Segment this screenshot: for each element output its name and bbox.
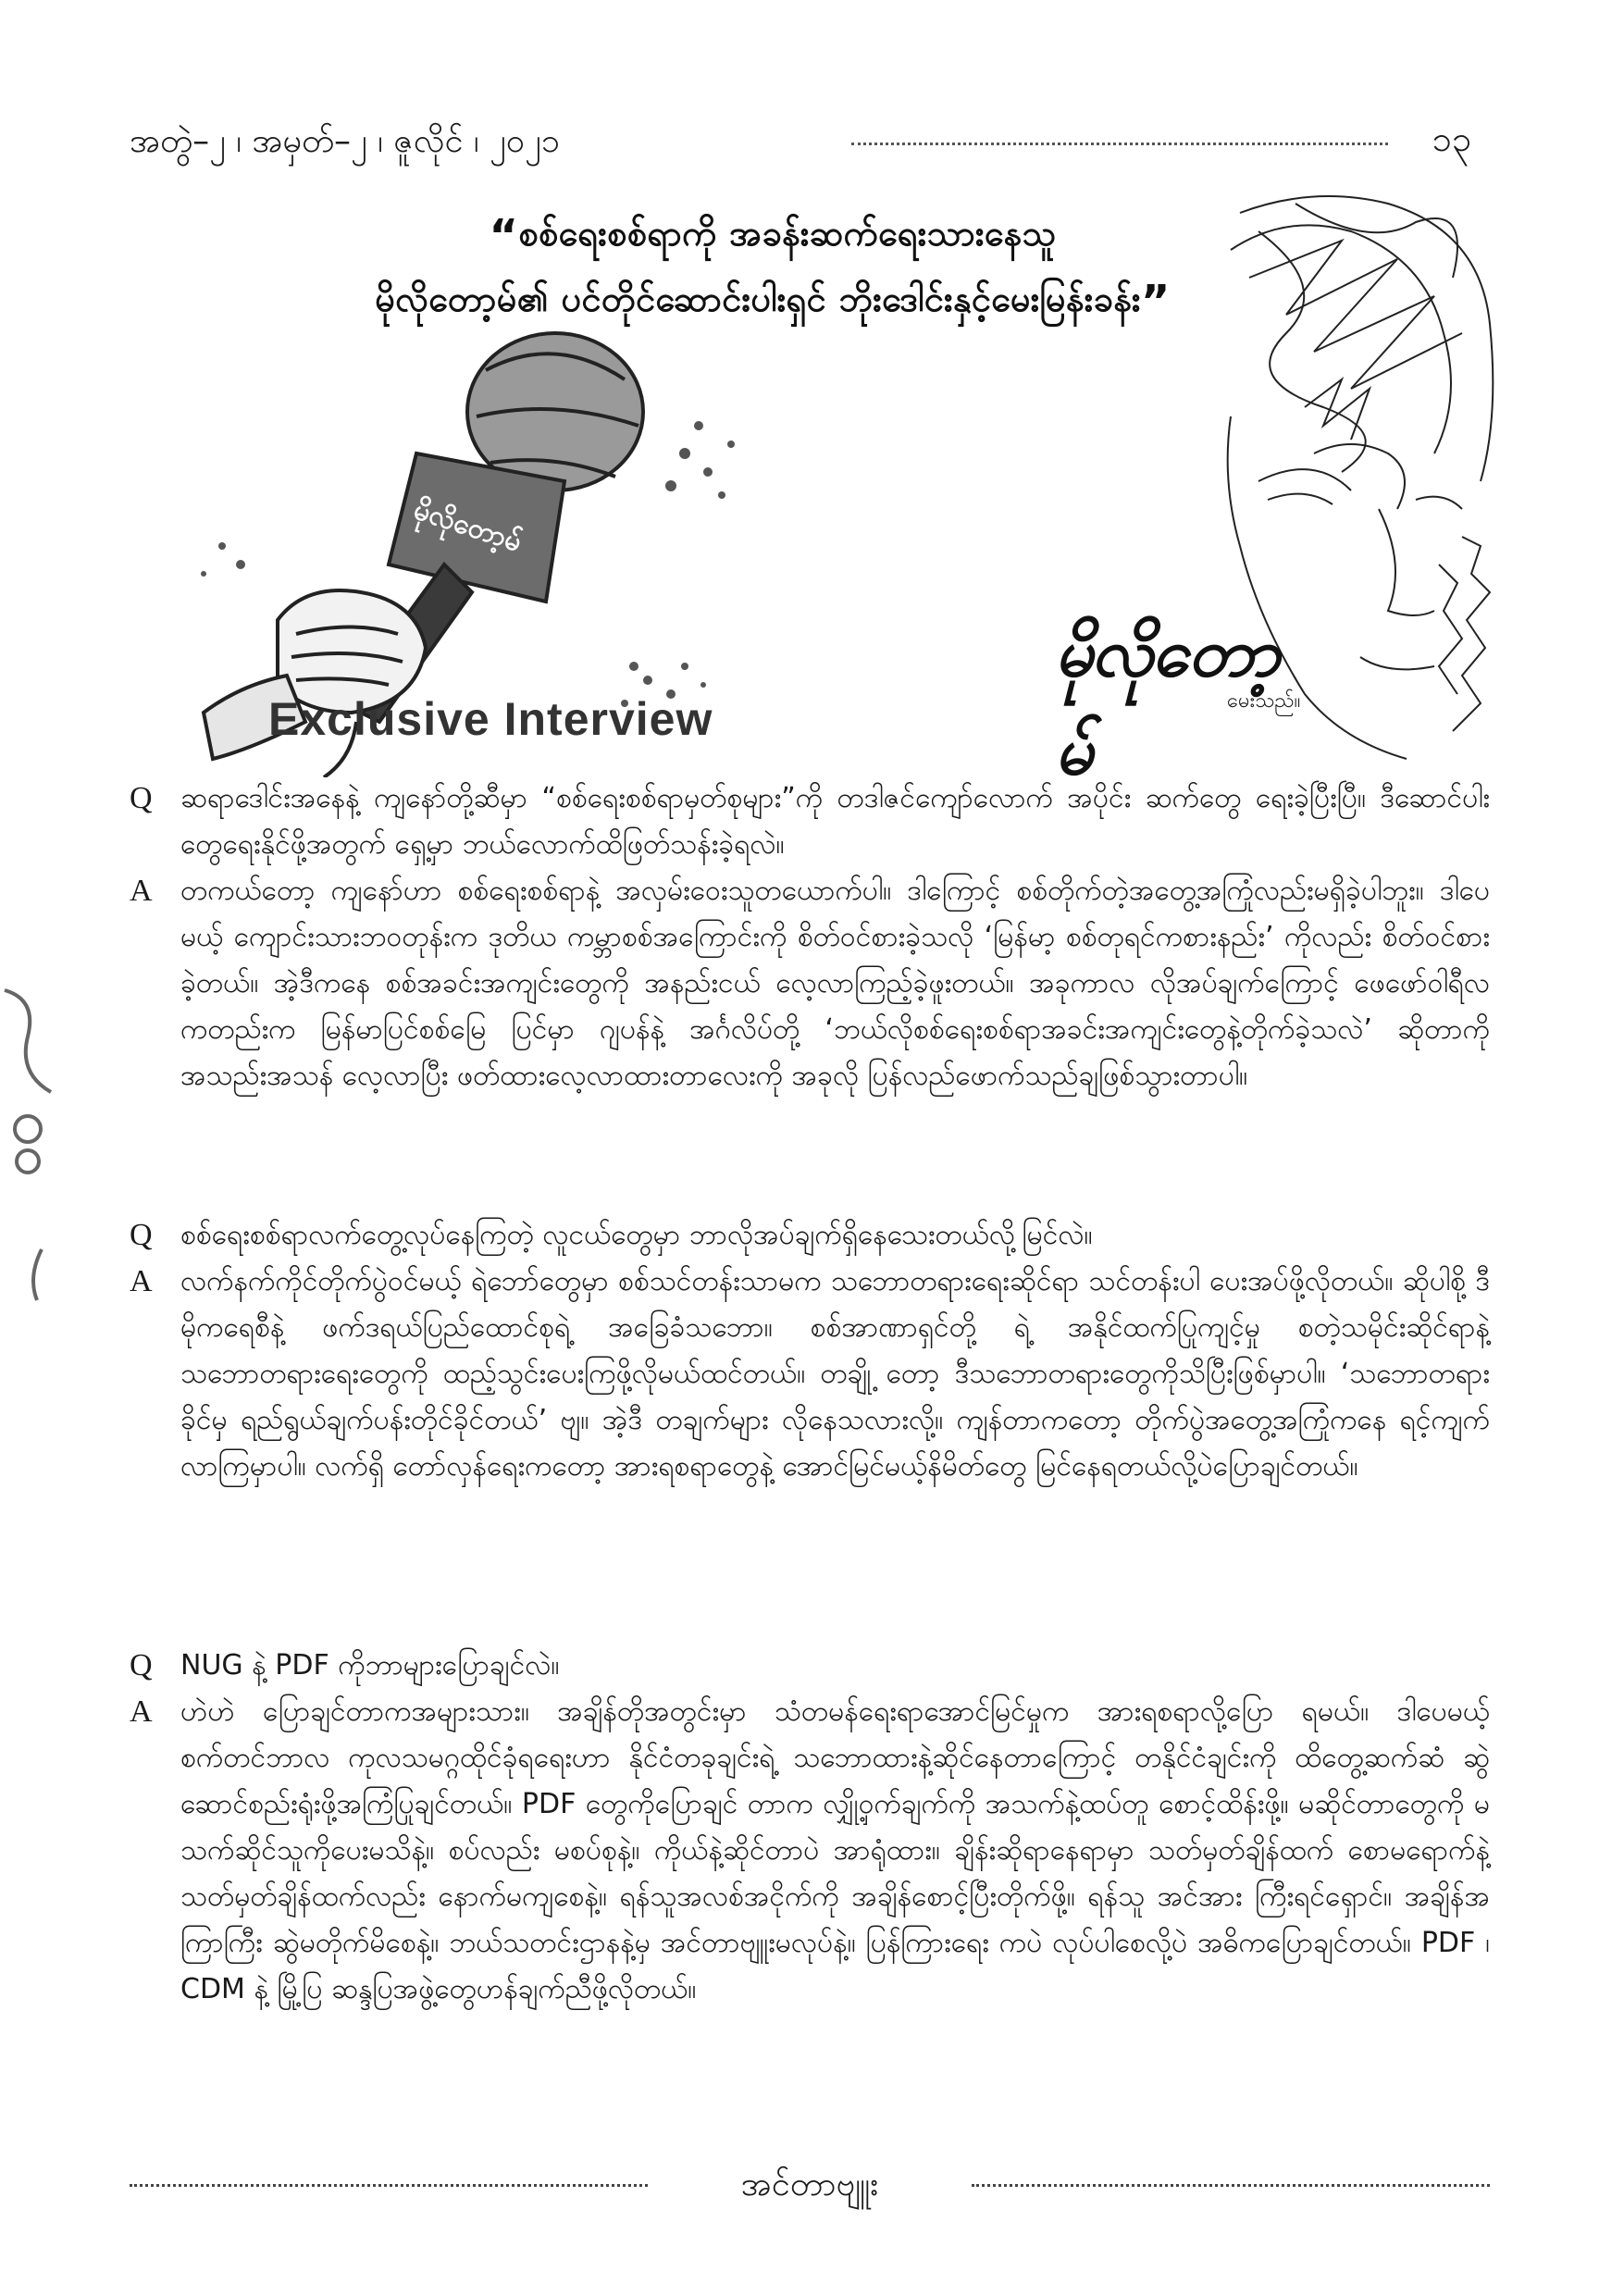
answer-text: တကယ်တော့ ကျနော်ဟာ စစ်ရေးစစ်ရာနဲ့ အလှမ်းဝေးသူတယောက်ပါ။ ဒါကြောင့် စစ်တိုက်တဲ့အတွေ့အကြုံလည်းမရှိခဲ့ပါဘူး။ ဒါပေမယ့် ကျောင်းသားဘဝတုန်းက ဒုတိယ ကမ္ဘာစစ်အကြောင်းကို စိတ်ဝင်စားခဲ့သလို ‘မြန်မာ့ စစ်တုရင်ကစားနည်း’ ကိုလည်း စိတ်ဝင်စားခဲ့တယ်။ အဲ့ဒီကနေ စစ်အခင်းအကျင်းတွေကို အနည်းငယ် လေ့လာကြည့်ခဲ့ဖူးတယ်။ အခုကာလ လိုအပ်ချက်ကြောင့် ဖေဖော်ဝါရီလကတည်းက မြန်မာပြင်စစ်မြေ ပြင်မှာ ဂျပန်နဲ့ အင်္ဂလိပ်တို့ ‘ဘယ်လိုစစ်ရေးစစ်ရာအခင်းအကျင်းတွေနဲ့တိုက်ခဲ့သလဲ’ ဆိုတာကို အသည်းအသန် လေ့လာပြီး ဖတ်ထားလေ့လာထားတာလေးကို အခုလို ပြန်လည်ဖောက်သည်ချဖြစ်သွားတာပါ။: [180, 875, 1490, 1092]
page-edge-ornament: [0, 972, 65, 1305]
signature-logo: မိုလိုတော့မ်: [1055, 613, 1279, 789]
question-label: Q: [130, 781, 153, 815]
qa-block-2: [130, 1212, 1490, 1490]
page-number: ၁၃: [1432, 118, 1471, 159]
question-3: [130, 1643, 1490, 1689]
header-dotted-rule: [851, 143, 1388, 145]
exclusive-interview-label: Exclusive Interview: [268, 693, 713, 745]
answer-1: [130, 868, 1490, 1099]
answer-label: A: [130, 1264, 153, 1298]
qa-block-1: [130, 776, 1490, 1099]
answer-text: လက်နက်ကိုင်တိုက်ပွဲဝင်မယ့် ရဲဘော်တွေမှာ စစ်သင်တန်းသာမက သဘောတရားရေးဆိုင်ရာ သင်တန်းပါ ပေးအပ်ဖို့လိုတယ်။ ဆိုပါစို့ ဒီမိုကရေစီနဲ့ ဖက်ဒရယ်ပြည်ထောင်စုရဲ့ အခြေခံသဘော။ စစ်အာဏာရှင်တို့ ရဲ့ အနိုင်ထက်ပြုကျင့်မှု စတဲ့သမိုင်းဆိုင်ရာနဲ့ သဘောတရားရေးတွေကို ထည့်သွင်းပေးကြဖို့လိုမယ်ထင်တယ်။ တချို့ တော့ ဒီသဘောတရားတွေကိုသိပြီးဖြစ်မှာပါ။ ‘သဘောတရားခိုင်မှ ရည်ရွယ်ချက်ပန်းတိုင်ခိုင်တယ်’ ဗျ။ အဲ့ဒီ တချက်များ လိုနေသလားလို့။ ကျန်တာကတော့ တိုက်ပွဲအတွေ့အကြုံကနေ ရင့်ကျက်လာကြမှာပါ။ လက်ရှိ တော်လှန်ရေးကတော့ အားရစရာတွေနဲ့ အောင်မြင်မယ့်နိမိတ်တွေ မြင်နေရတယ်လို့ပဲပြောချင်တယ်။: [180, 1265, 1490, 1483]
page-footer: [130, 2156, 1490, 2212]
answer-label: A: [130, 874, 153, 908]
running-header: [130, 111, 1471, 167]
close-quote-mark: ”: [1140, 276, 1171, 328]
signature-caption: မေးသည်။: [1227, 689, 1301, 713]
question-1: [130, 776, 1490, 868]
answer-label: A: [130, 1694, 153, 1729]
issue-line: အတွဲ–၂ ၊ အမှတ်–၂ ၊ ဇူလိုင် ၊ ၂၀၂၁: [130, 122, 560, 160]
headline-line-1: “စစ်ရေးစစ်ရာကို အခန်းဆက်ရေးသားနေသူ: [489, 210, 1057, 262]
question-2: [130, 1212, 1490, 1259]
continued-label: အင်တာဗျူး: [740, 2166, 879, 2203]
mic-flag: [389, 453, 564, 602]
question-text: စစ်ရေးစစ်ရာလက်တွေ့လုပ်နေကြတဲ့ လူငယ်တွေမှာ ဘာလိုအပ်ချက်ရှိနေသေးတယ်လို့မြင်လဲ။: [180, 1219, 1093, 1251]
open-quote-mark: “: [489, 210, 519, 262]
headline-line-2: မိုလိုတော့မ်၏ ပင်တိုင်ဆောင်းပါးရှင် ဘိုးဒေါင်းနှင့်မေးမြန်းခန်း”: [375, 276, 1171, 328]
qa-block-3: [130, 1643, 1490, 2013]
question-text: ဆရာဒေါင်းအနေနဲ့ ကျနော်တို့ဆီမှာ “စစ်ရေးစစ်ရာမှတ်စုများ”ကို တဒါဇင်ကျော်လောက် အပိုင်း ဆက်တွေ ရေးခဲ့ပြီးပြီ။ ဒီဆောင်ပါးတွေရေးနိုင်ဖို့အတွက် ရှေ့မှာ ဘယ်လောက်ထိဖြတ်သန်းခဲ့ရလဲ။: [180, 782, 1490, 861]
answer-text: ဟဲဟဲ ပြောချင်တာကအများသား။ အချိန်တိုအတွင်းမှာ သံတမန်ရေးရာအောင်မြင်မှုက အားရစရာလို့ပြော ရမယ်။ ဒါပေမယ့် စက်တင်ဘာလ ကုလသမဂ္ဂထိုင်ခုံရရေးဟာ နိုင်ငံတခုချင်းရဲ့ သဘောထားနဲ့ဆိုင်နေတာကြောင့် တနိုင်ငံချင်းကို ထိတွေ့ဆက်ဆံ ဆွဲဆောင်စည်းရုံးဖို့အကြံပြုချင်တယ်။ PDF တွေကိုပြောချင် တာက လျှို့ဝှက်ချက်ကို အသက်နဲ့ထပ်တူ စောင့်ထိန်းဖို့။ မဆိုင်တာတွေကို မသက်ဆိုင်သူကိုပေးမသိနဲ့။ စပ်လည်း မစပ်စုနဲ့။ ကိုယ်နဲ့ဆိုင်တာပဲ အာရုံထား။ ချိန်းဆိုရာနေရာမှာ သတ်မှတ်ချိန်ထက် စောမရောက်နဲ့ သတ်မှတ်ချိန်ထက်လည်း နောက်မကျစေနဲ့။ ရန်သူအလစ်အငိုက်ကို အချိန်စောင့်ပြီးတိုက်ဖို့။ ရန်သူ အင်အား ကြီးရင်ရှောင်။ အချိန်အကြာကြီး ဆွဲမတိုက်မိစေနဲ့။ ဘယ်သတင်းဌာနနဲ့မှ အင်တာဗျူးမလုပ်နဲ့။ ပြန်ကြားရေး ကပဲ လုပ်ပါစေလို့ပဲ အဓိကပြောချင်တယ်။ PDF ၊CDM နဲ့ မြို့ပြ ဆန္ဒပြအဖွဲ့တွေဟန်ချက်ညီဖို့လိုတယ်။: [180, 1695, 1490, 2005]
question-label: Q: [130, 1218, 153, 1252]
signature-block: [1055, 611, 1314, 789]
interview-headline: [241, 202, 1305, 333]
answer-2: [130, 1259, 1490, 1490]
mic-flag-label: မိုလိုတော့မ်: [409, 493, 527, 559]
question-label: Q: [130, 1648, 153, 1682]
question-text: NUG နဲ့ PDF ကိုဘာများပြောချင်လဲ။: [180, 1649, 560, 1682]
footer-rule-right: [972, 2184, 1490, 2187]
answer-3: [130, 1689, 1490, 2013]
